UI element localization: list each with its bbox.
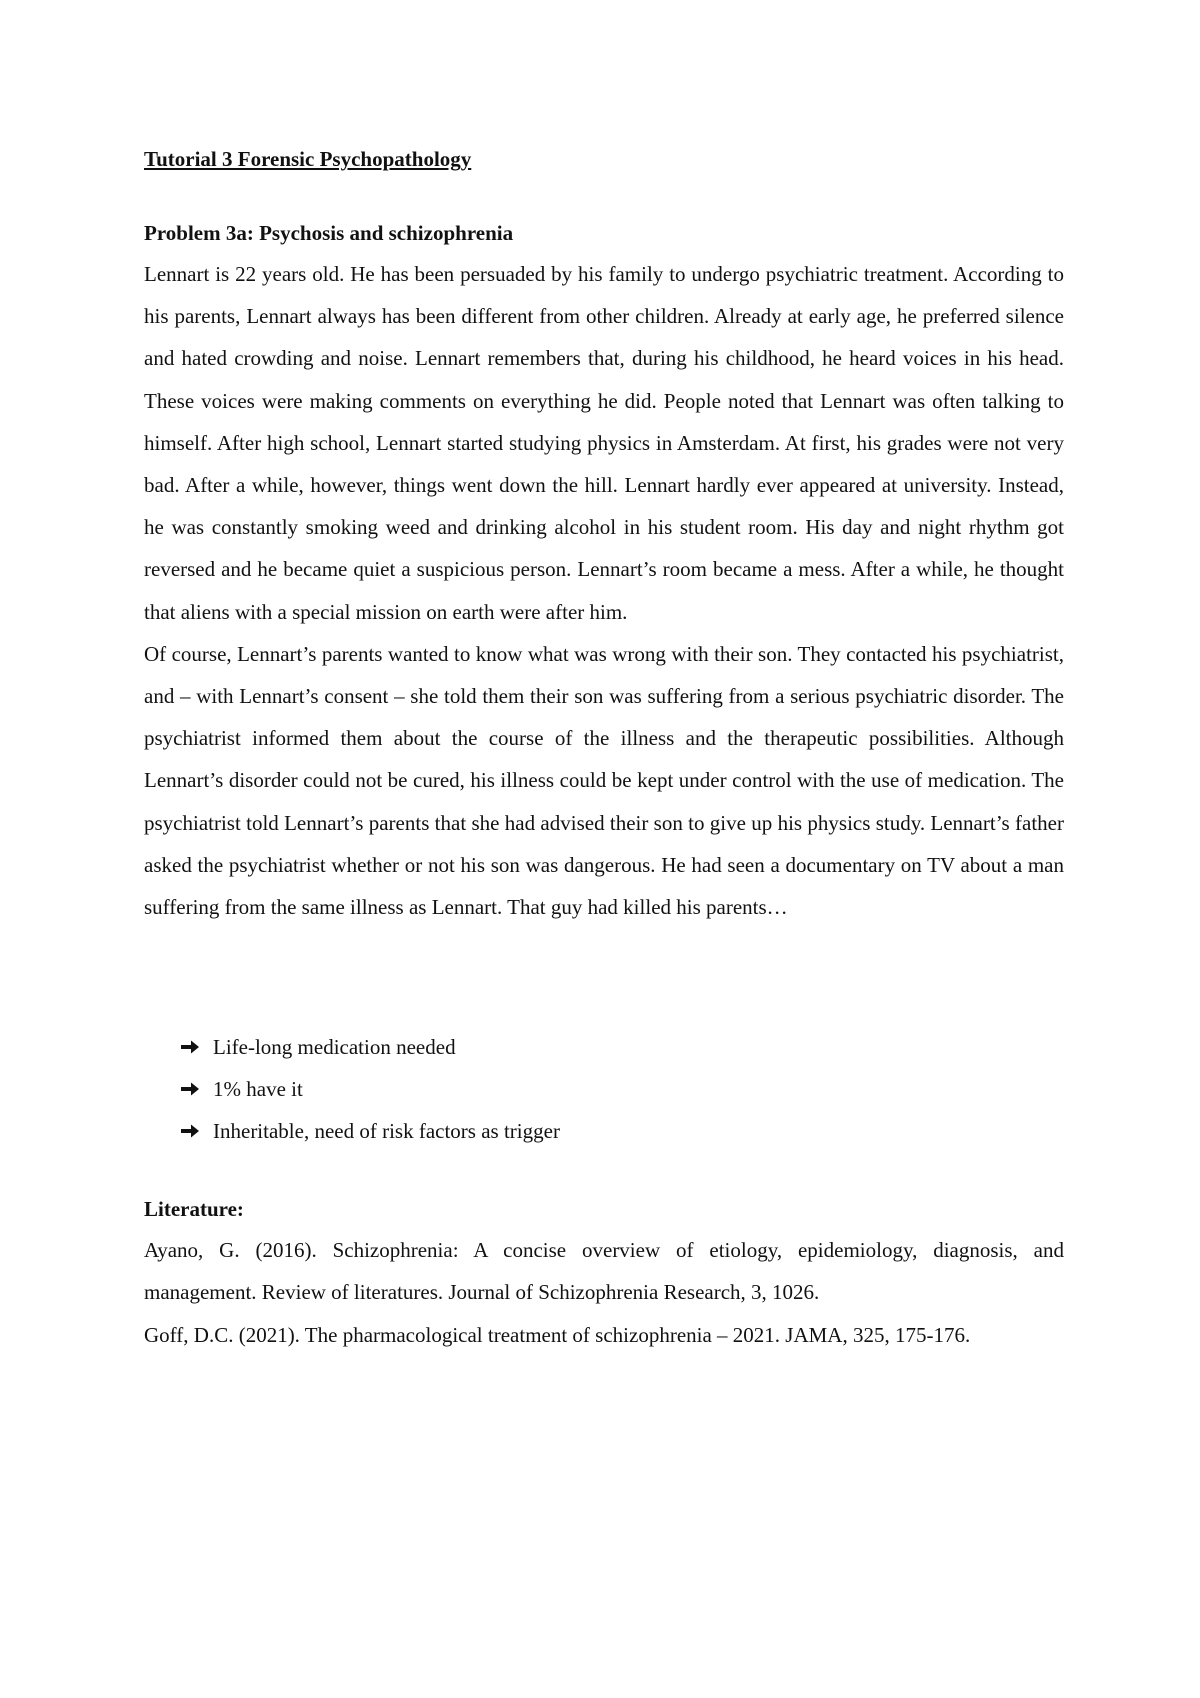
right-arrow-icon bbox=[180, 1123, 200, 1139]
list-item bbox=[180, 1110, 1064, 1152]
literature-heading: Literature: bbox=[144, 1197, 244, 1222]
reference-list bbox=[144, 1229, 1064, 1356]
list-item-text: Life-long medication needed bbox=[213, 1035, 456, 1060]
problem-heading: Problem 3a: Psychosis and schizophrenia bbox=[144, 221, 514, 245]
list-item-text: 1% have it bbox=[213, 1077, 303, 1102]
case-paragraph: Lennart is 22 years old. He has been persuaded by his family to undergo psychiatric treatment. According to his parents, Lennart always has been different from other children. Already at early age, he preferred silence and hated crowding and noise. Lennart remembers that, during his childhood, he heard voices in his head. These voices were making comments on everything he did. People noted that Lennart was often talking to himself. After high school, Lennart started studying physics in Amsterdam. At first, his grades were not very bad. After a while, however, things went down the hill. Lennart hardly ever appeared at university. Instead, he was constantly smoking weed and drinking alcohol in his student room. His day and night rhythm got reversed and he became quiet a suspicious person. Lennart’s room became a mess. After a while, he thought that aliens with a special mission on earth were after him. bbox=[144, 262, 1064, 624]
list-item bbox=[180, 1068, 1064, 1110]
document-title: Tutorial 3 Forensic Psychopathology bbox=[144, 147, 472, 171]
document-content bbox=[144, 142, 1064, 1356]
reference-entry: Ayano, G. (2016). Schizophrenia: A concise overview of etiology, epidemiology, diagnosis, and management. Review of literatures. Journal of Schizophrenia Research, 3, 1026. bbox=[144, 1238, 1064, 1305]
key-points-list bbox=[144, 1026, 1064, 1152]
list-item bbox=[180, 1026, 1064, 1068]
list-item-text: Inheritable, need of risk factors as trigger bbox=[213, 1119, 560, 1144]
case-paragraph: Of course, Lennart’s parents wanted to know what was wrong with their son. They contacted his psychiatrist, and – with Lennart’s consent – she told them their son was suffering from a serious psychiatric disorder. The psychiatrist informed them about the course of the illness and the therapeutic possibilities. Although Lennart’s disorder could not be cured, his illness could be kept under control with the use of medication. The psychiatrist told Lennart’s parents that she had advised their son to give up his physics study. Lennart’s father asked the psychiatrist whether or not his son was dangerous. He had seen a documentary on TV about a man suffering from the same illness as Lennart. That guy had killed his parents… bbox=[144, 641, 1064, 920]
right-arrow-icon bbox=[180, 1081, 200, 1097]
reference-entry: Goff, D.C. (2021). The pharmacological treatment of schizophrenia – 2021. JAMA, 325, 175-176. bbox=[144, 1322, 971, 1347]
case-description bbox=[144, 253, 1064, 928]
right-arrow-icon bbox=[180, 1039, 200, 1055]
